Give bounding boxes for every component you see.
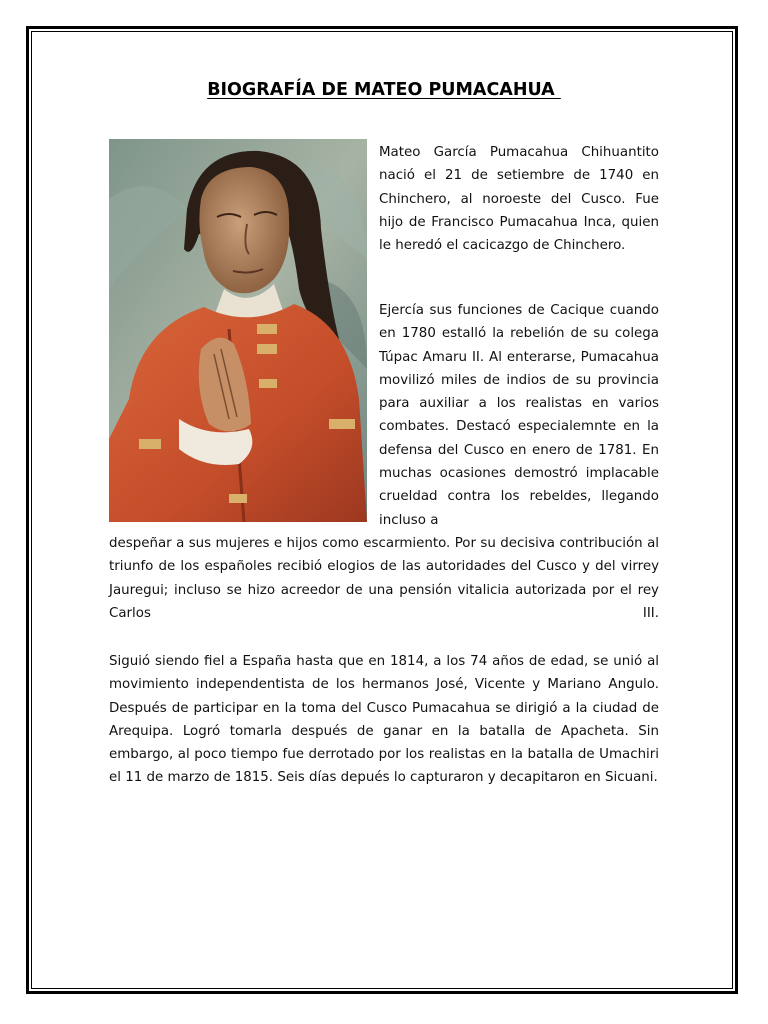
paragraph-2-wrapped: Ejercía sus funciones de Cacique cuando en 1780 estalló la rebelión de su colega Túpac Amaru II. Al enterarse, Pumacahua movilizó miles de indios de su provincia para auxiliar a los realistas en varios combates. Destacó especialemnte en la defensa del Cusco en enero de 1781. En muchas ocasiones demostró implacable crueldad contra los rebeldes, llegando incluso a (379, 303, 659, 528)
paragraph-2-continued: despeñar a sus mujeres e hijos como escarmiento. Por su decisiva contribución al triunfo de los españoles recibió elogios de las autoridades del Cusco y del virrey Jauregui; incluso se hizo acreedor de una pensión vitalicia autorizada por el rey Carlos III. (109, 536, 659, 621)
document-title: BIOGRAFÍA DE MATEO PUMACAHUA (207, 80, 561, 100)
portrait-image (109, 139, 367, 522)
paragraph-1: Mateo García Pumacahua Chihuantito nació el 21 de setiembre de 1740 en Chinchero, al noroeste del Cusco. Fue hijo de Francisco Pumacahua Inca, quien le heredó el cacicazgo de Chinchero. (379, 145, 659, 254)
paragraph-3: Siguió siendo fiel a España hasta que en 1814, a los 74 años de edad, se unió al movimiento independentista de los hermanos José, Vicente y Mariano Angulo. Después de participar en la toma del Cusco Pumacahua se dirigió a la ciudad de Arequipa. Logró tomarla después de ganar en la batalla de Apacheta. Sin embargo, al poco tiempo fue derrotado por los realistas en la batalla de Umachiri el 11 de marzo de 1815. Seis días depués lo capturaron y decapitaron en Sicuani. (109, 654, 659, 786)
